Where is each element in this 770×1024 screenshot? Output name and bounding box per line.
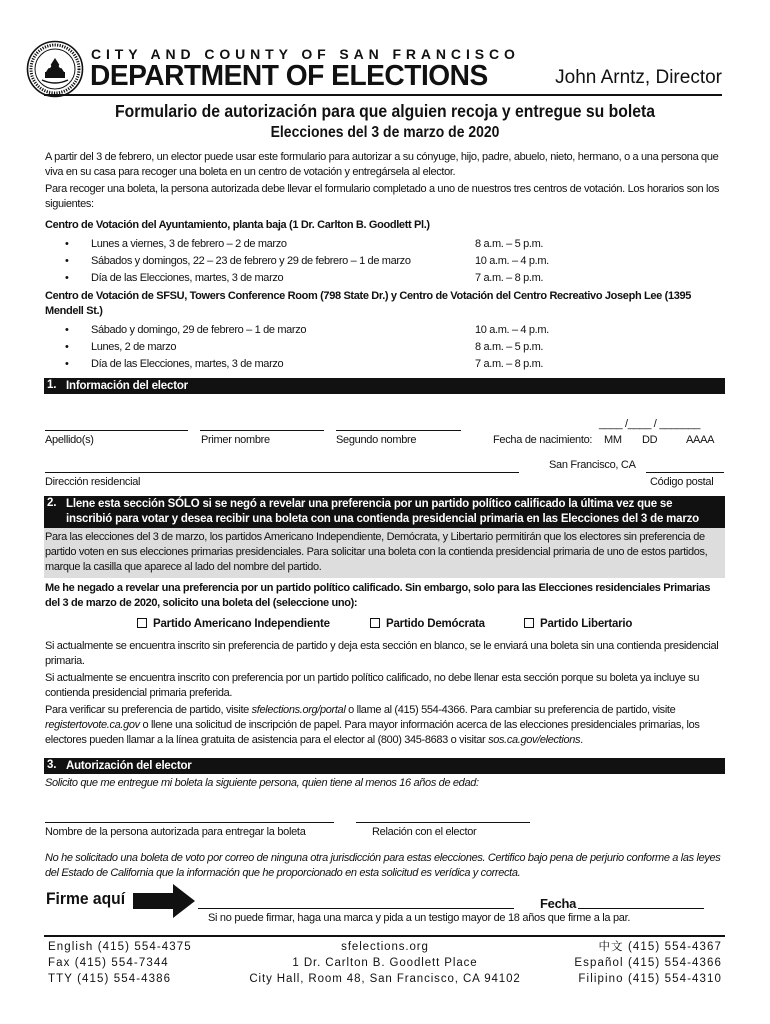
arrow-right-icon bbox=[133, 884, 195, 918]
website-link[interactable]: sfelections.org bbox=[341, 941, 429, 953]
form-subtitle: Elecciones del 3 de marzo de 2020 bbox=[270, 124, 500, 141]
last-name-label: Apellido(s) bbox=[45, 434, 94, 446]
relationship-label: Relación con el elector bbox=[372, 826, 477, 838]
checkbox-icon[interactable] bbox=[137, 618, 147, 628]
middle-name-input[interactable] bbox=[336, 430, 461, 431]
center2-title: Centro de Votación de SFSU, Towers Conference Room (798 State Dr.) y Centro de Votación del Centro Recreativo Joseph Lee (1395 Mendell St.) bbox=[45, 290, 692, 317]
section-3-header: 3. Autorización del elector bbox=[44, 758, 725, 774]
org-name: CITY AND COUNTY OF SAN FRANCISCO bbox=[91, 46, 520, 62]
center2-hours-list bbox=[65, 322, 585, 373]
first-name-input[interactable] bbox=[200, 430, 324, 431]
header-divider bbox=[44, 94, 722, 96]
section-2-info-3: Para verificar su preferencia de partido, visite sfelections.org/portal o llame al (415) 554-4366. Para cambiar su preferencia de partido, visite registertovote.ca.gov o llene una solicitud de inscripción de papel. Para mayor información acerca de las elecciones presidenciales primarias, los electores pueden llamar a la línea gratuita de asistencia para el elector al (800) 345-8683 o visitar sos.ca.gov/elections. bbox=[45, 704, 700, 746]
party-option-democratic[interactable]: Partido Demócrata bbox=[370, 618, 485, 630]
last-name-input[interactable] bbox=[45, 430, 188, 431]
city-state-text: San Francisco, CA bbox=[549, 459, 636, 471]
signature-input[interactable] bbox=[198, 908, 514, 909]
sign-instruction: Si no puede firmar, haga una marca y pida a un testigo mayor de 18 años que firme a la par. bbox=[208, 912, 631, 924]
department-title: DEPARTMENT OF ELECTIONS bbox=[90, 60, 488, 92]
intro-paragraph-1: A partir del 3 de febrero, un elector puede usar este formulario para autorizar a su cónyuge, hijo, padre, abuelo, nieto, hermano, o a una persona que viva en su casa para recoger una boleta en un centro de votación y entregársela al elector. bbox=[45, 151, 719, 178]
list-item: • Sábado y domingo, 29 de febrero – 1 de marzo 10 a.m. – 4 p.m. bbox=[65, 324, 549, 336]
sign-here-label: Firme aquí bbox=[46, 889, 126, 908]
address-label: Dirección residencial bbox=[45, 476, 141, 488]
checkbox-icon[interactable] bbox=[524, 618, 534, 628]
dob-label: Fecha de nacimiento: bbox=[493, 434, 593, 446]
portal-link[interactable]: sfelections.org/portal bbox=[251, 704, 346, 716]
dob-year-label: AAAA bbox=[686, 434, 715, 446]
section-2-info-2: Si actualmente se encuentra inscrito con preferencia por un partido político calificado, no debe llenar esta sección porque su boleta ya incluye su contienda presidencial primaria preferida. bbox=[45, 672, 700, 699]
party-option-american-independent[interactable]: Partido Americano Independiente bbox=[137, 618, 330, 630]
zip-label: Código postal bbox=[650, 476, 714, 488]
list-item: • Día de las Elecciones, martes, 3 de marzo 7 a.m. – 8 p.m. bbox=[65, 272, 544, 284]
section-1-header: 1. Información del elector bbox=[44, 378, 725, 394]
footer-contact-left: English (415) 554-4375 Fax (415) 554-7344 TTY (415) 554-4386 bbox=[48, 941, 192, 985]
section-2-header: 2. Llene esta sección SÓLO si se negó a revelar una preferencia por un partido político calificado la última vez que se inscribió para votar y desea recibir una boleta con una contienda presidencial primaria en las Elecciones del 3 de marzo bbox=[44, 496, 725, 528]
city-seal-icon bbox=[26, 40, 84, 98]
director-name: John Arntz, Director bbox=[555, 67, 722, 88]
section-2-note: Para las elecciones del 3 de marzo, los partidos Americano Independiente, Demócrata, y Libertario permitirán que los electores sin preferencia de partido voten en sus elecciones primarias presidenciales. Para solicitar una boleta con la contienda presidencial primaria de uno de estos partidos, marque la casilla que aparece al lado del nombre del partido. bbox=[45, 531, 708, 573]
section-2-request: Me he negado a revelar una preferencia por un partido político calificado. Sin embargo, solo para las Elecciones residenciales Primarias del 3 de marzo de 2020, solicito una boleta del (seleccione uno): bbox=[45, 582, 711, 609]
list-item: • Lunes a viernes, 3 de febrero – 2 de marzo 8 a.m. – 5 p.m. bbox=[65, 238, 544, 250]
sos-link[interactable]: sos.ca.gov/elections bbox=[488, 734, 581, 746]
list-item: • Lunes, 2 de marzo 8 a.m. – 5 p.m. bbox=[65, 341, 544, 353]
intro-paragraph-2: Para recoger una boleta, la persona autorizada debe llevar el formulario completado a uno de nuestros tres centros de votación. Los horarios son los siguientes: bbox=[45, 183, 720, 210]
address-input[interactable] bbox=[45, 472, 519, 473]
list-item: • Sábados y domingos, 22 – 23 de febrero y 29 de febrero – 1 de marzo 10 a.m. – 4 p.m. bbox=[65, 255, 549, 267]
party-option-libertarian[interactable]: Partido Libertario bbox=[524, 618, 632, 630]
dob-input[interactable]: ____ /____ / _______ bbox=[599, 418, 701, 430]
register-link[interactable]: registertovote.ca.gov bbox=[45, 719, 140, 731]
checkbox-icon[interactable] bbox=[370, 618, 380, 628]
date-input[interactable] bbox=[578, 908, 704, 909]
dob-month-label: MM bbox=[604, 434, 622, 446]
form-title: Formulario de autorización para que alguien recoja y entregue su boleta bbox=[115, 101, 655, 121]
footer-contact-right: 中文 (415) 554-4367 Español (415) 554-4366 Filipino (415) 554-4310 bbox=[574, 941, 722, 985]
authorized-name-input[interactable] bbox=[45, 822, 334, 823]
center1-hours-list bbox=[65, 236, 585, 287]
date-label: Fecha bbox=[540, 896, 577, 911]
dob-day-label: DD bbox=[642, 434, 658, 446]
relationship-input[interactable] bbox=[356, 822, 530, 823]
section-3-request: Solicito que me entregue mi boleta la siguiente persona, quien tiene al menos 16 años de edad: bbox=[45, 777, 479, 789]
middle-name-label: Segundo nombre bbox=[336, 434, 417, 446]
footer-divider bbox=[44, 935, 725, 937]
certification-statement: No he solicitado una boleta de voto por correo de ninguna otra jurisdicción para estas elecciones. Certifico bajo pena de perjurio conforme a las leyes del Estado de California que la información que he proporcionado en esta solicitud es verídica y correcta. bbox=[45, 852, 721, 879]
first-name-label: Primer nombre bbox=[201, 434, 270, 446]
zip-input[interactable] bbox=[646, 472, 724, 473]
list-item: • Día de las Elecciones, martes, 3 de marzo 7 a.m. – 8 p.m. bbox=[65, 358, 544, 370]
section-2-info-1: Si actualmente se encuentra inscrito sin preferencia de partido y deja esta sección en blanco, se le enviará una boleta sin una contienda presidencial primaria. bbox=[45, 640, 719, 667]
center1-title: Centro de Votación del Ayuntamiento, planta baja (1 Dr. Carlton B. Goodlett Pl.) bbox=[45, 219, 430, 231]
footer-address: sfelections.org 1 Dr. Carlton B. Goodlett Place City Hall, Room 48, San Francisco, CA 94102 bbox=[230, 939, 540, 987]
authorized-name-label: Nombre de la persona autorizada para entregar la boleta bbox=[45, 826, 306, 838]
